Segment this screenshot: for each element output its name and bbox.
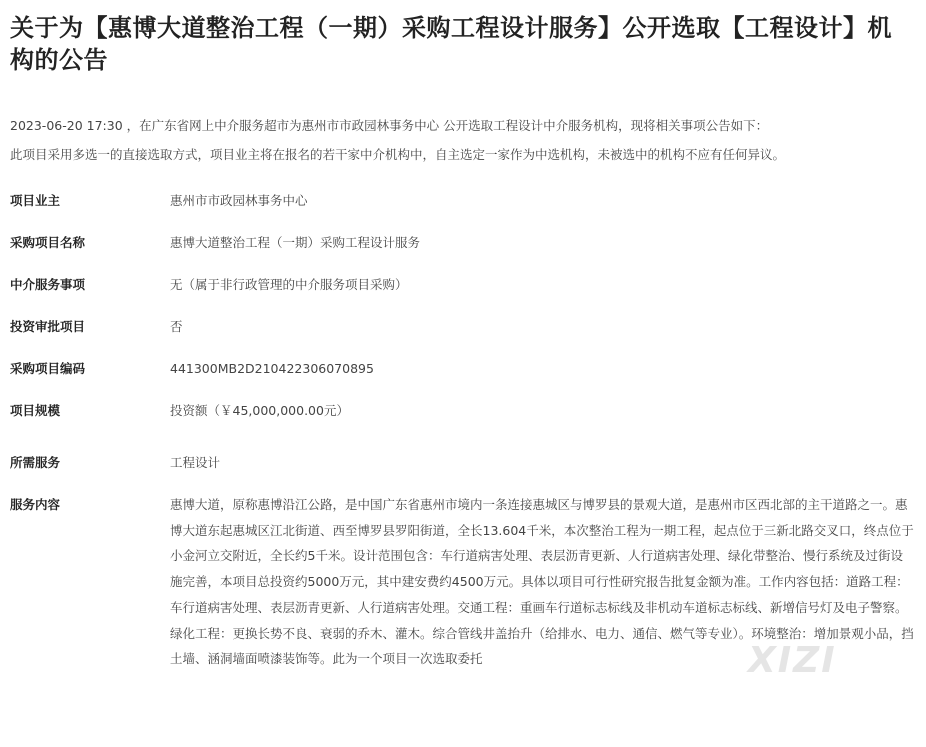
field-label: 所需服务 [10, 455, 61, 470]
field-label: 服务内容 [10, 497, 61, 512]
field-value: 工程设计 [170, 455, 221, 470]
intro-line-1: 2023-06-20 17:30 ，在广东省网上中介服务超市为惠州市市政园林事务中心 公开选取工程设计中介服务机构，现将相关事项公告如下： [10, 118, 769, 133]
field-value: 否 [170, 319, 183, 334]
watermark-logo: XIZI [748, 640, 837, 681]
field-value: 惠州市市政园林事务中心 [170, 193, 308, 208]
field-label: 项目业主 [10, 193, 61, 208]
field-value: 441300MB2D210422306070895 [170, 361, 374, 376]
page-title: 关于为【惠博大道整治工程（一期）采购工程设计服务】公开选取【工程设计】机构的公告 [10, 14, 892, 74]
field-value: 无（属于非行政管理的中介服务项目采购） [170, 277, 408, 292]
field-label: 中介服务事项 [10, 277, 86, 292]
field-label: 采购项目编码 [10, 361, 86, 376]
field-value: 投资额（￥45,000,000.00元） [170, 403, 349, 418]
field-label: 采购项目名称 [10, 235, 86, 250]
field-label: 投资审批项目 [10, 319, 86, 334]
field-value: 惠博大道整治工程（一期）采购工程设计服务 [170, 235, 421, 250]
field-label: 项目规模 [10, 403, 61, 418]
field-value: 惠博大道，原称惠博沿江公路，是中国广东省惠州市境内一条连接惠城区与博罗县的景观大道，是惠州市区西北部的主干道路之一。惠博大道东起惠城区江北街道、西至博罗县罗阳街道，全长13.604千米，本次整治工程为一期工程，起点位于三新北路交叉口，终点位于小金河立交附近，全长约5千米。设计范围包含：车行道病害处理、表层沥青更新、人行道病害处理、绿化带整治、慢行系统及过街设施完善，本项目总投资约5000万元，其中建安费约4500万元。具体以项目可行性研究报告批复金额为准。工作内容包括：道路工程：车行道病害处理、表层沥青更新、人行道病害处理。交通工程：重画车行道标志标线及非机动车道标志标线、新增信号灯及电子警察。绿化工程：更换长势不良、衰弱的乔木、灌木。综合管线井盖抬升（给排水、电力、通信、燃气等专业）。环境整治：增加景观小品，挡土墙、涵洞墙面喷漆装饰等。此为一个项目一次选取委托 [170, 497, 914, 667]
intro-line-2: 此项目采用多选一的直接选取方式，项目业主将在报名的若干家中介机构中，自主选定一家作为中选机构，未被选中的机构不应有任何异议。 [10, 147, 786, 162]
